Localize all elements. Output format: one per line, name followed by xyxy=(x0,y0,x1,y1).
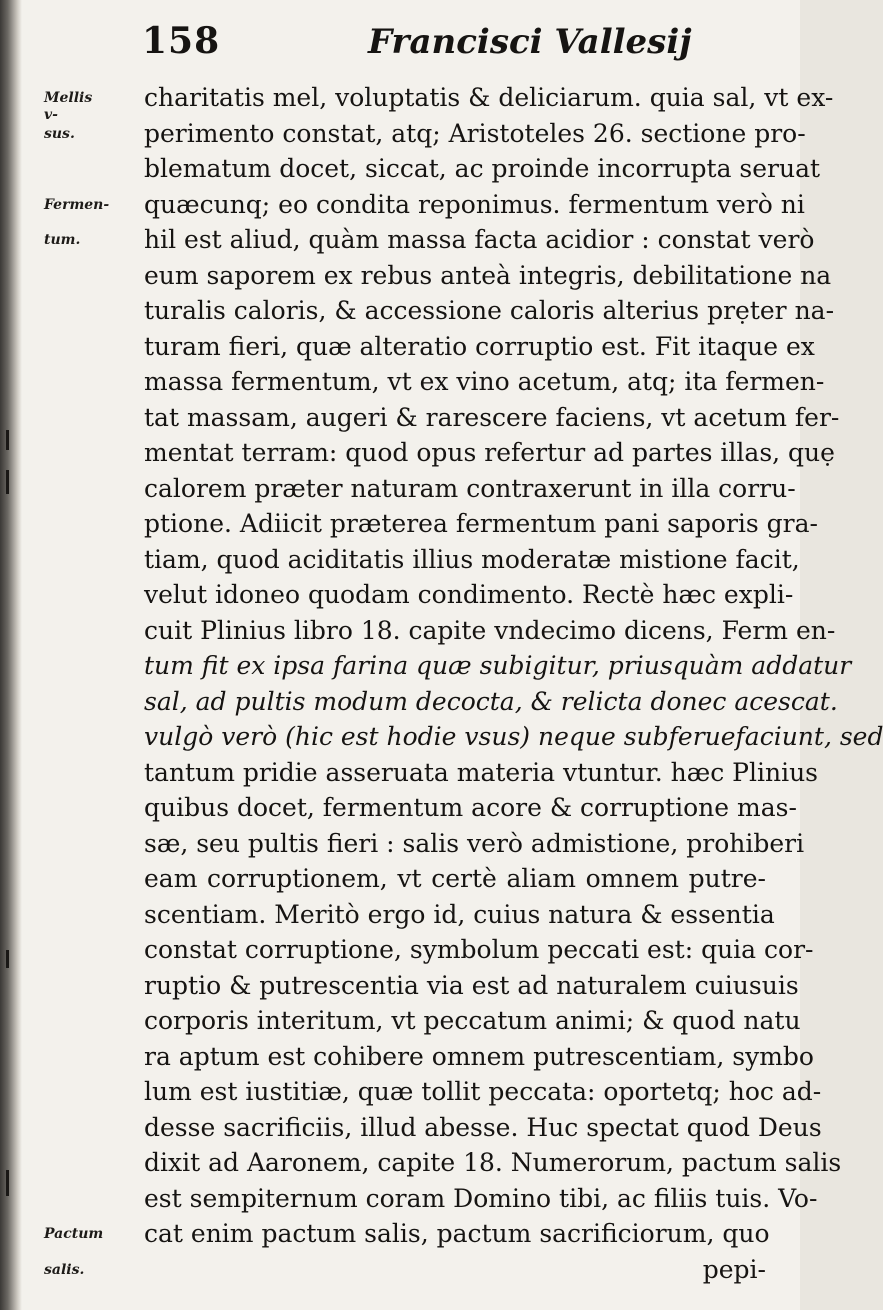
text-line: sal, ad pultis modum decocta, & relicta donec acescat. xyxy=(144,686,838,716)
text-line: ruptio & putrescentia via est ad naturalem cuiusuis xyxy=(144,970,799,1000)
text-line: quæcunq; eo condita reponimus. fermentum verò ni xyxy=(144,189,805,219)
text-line: pepi- xyxy=(702,1254,766,1284)
text-line: lum est iustitiæ, quæ tollit peccata: oportetq; hoc ad- xyxy=(144,1077,822,1106)
text-line: tum fit ex ipsa farina quæ subigitur, priusquàm addatur xyxy=(144,651,852,680)
text-line: eum saporem ex rebus anteà integris, debilitatione na xyxy=(144,260,832,290)
margin-note: Fermen- xyxy=(44,196,110,213)
gutter-mark xyxy=(6,470,9,494)
text-line: est sempiternum coram Domino tibi, ac filiis tuis. Vo- xyxy=(144,1183,818,1213)
text-line: perimento constat, atq; Aristoteles 26. sectione pro- xyxy=(144,118,806,148)
text-line: tiam, quod aciditatis illius moderatæ mistione facit, xyxy=(144,544,800,574)
text-line: quibus docet, fermentum acore & corruptione mas- xyxy=(144,793,797,822)
text-line: corporis interitum, vt peccatum animi; & quod natu xyxy=(144,1006,801,1035)
running-head: Francisci Vallesij xyxy=(368,22,692,62)
body-text xyxy=(144,80,883,1287)
text-line: blematum docet, siccat, ac proinde incorrupta seruat xyxy=(144,154,821,183)
text-line: hil est aliud, quàm massa facta acidior : constat verò xyxy=(144,225,815,254)
text-line: constat corruptione, symbolum peccati est: quia cor- xyxy=(144,935,814,964)
page-number: 158 xyxy=(142,20,221,62)
text-line: massa fermentum, vt ex vino acetum, atq; ita fermen- xyxy=(144,367,825,396)
text-line: sæ, seu pultis fieri : salis verò admistione, prohiberi xyxy=(144,828,805,858)
margin-note: sus. xyxy=(44,125,75,142)
page-header xyxy=(0,6,800,66)
page-gutter-shadow xyxy=(0,0,22,1310)
gutter-mark xyxy=(6,950,9,968)
text-line: eam corruptionem, vt certè aliam omnem putre- xyxy=(144,864,766,893)
text-line: turalis caloris, & accessione caloris alterius prẹter na- xyxy=(144,296,835,325)
text-line: velut idoneo quodam condimento. Rectè hæc expli- xyxy=(144,580,794,609)
text-line: tat massam, augeri & rarescere faciens, vt acetum fer- xyxy=(144,402,840,432)
text-line: vulgò verò (hic est hodie vsus) neque subferuefaciunt, sed xyxy=(144,722,883,751)
text-line: cuit Plinius libro 18. capite vndecimo dicens, Ferm en- xyxy=(144,615,836,645)
gutter-mark xyxy=(6,430,9,450)
text-line: dixit ad Aaronem, capite 18. Numerorum, pactum salis xyxy=(144,1148,842,1177)
text-line: ptione. Adiicit præterea fermentum pani saporis gra- xyxy=(144,509,818,538)
text-line: turam fieri, quæ alteratio corruptio est. Fit itaque ex xyxy=(144,331,815,361)
gutter-mark xyxy=(6,1170,9,1196)
text-line: ra aptum est cohibere omnem putrescentiam, symbo xyxy=(144,1041,814,1071)
text-line: cat enim pactum salis, pactum sacrificiorum, quo xyxy=(144,1219,770,1248)
text-line: tantum pridie asseruata materia vtuntur. hæc Plinius xyxy=(144,757,819,787)
margin-note: tum. xyxy=(44,232,81,248)
margin-note: salis. xyxy=(44,1261,85,1278)
text-line: calorem præter naturam contraxerunt in illa corru- xyxy=(144,473,796,503)
margin-note: Pactum xyxy=(44,1226,104,1242)
margin-note: Mellis v- xyxy=(44,90,93,123)
text-line: charitatis mel, voluptatis & deliciarum. quia sal, vt ex- xyxy=(144,83,834,112)
text-line: mentat terram: quod opus refertur ad partes illas, quẹ xyxy=(144,438,835,467)
text-line: scentiam. Meritò ergo id, cuius natura & essentia xyxy=(144,899,775,929)
text-line: desse sacrificiis, illud abesse. Huc spectat quod Deus xyxy=(144,1112,822,1142)
